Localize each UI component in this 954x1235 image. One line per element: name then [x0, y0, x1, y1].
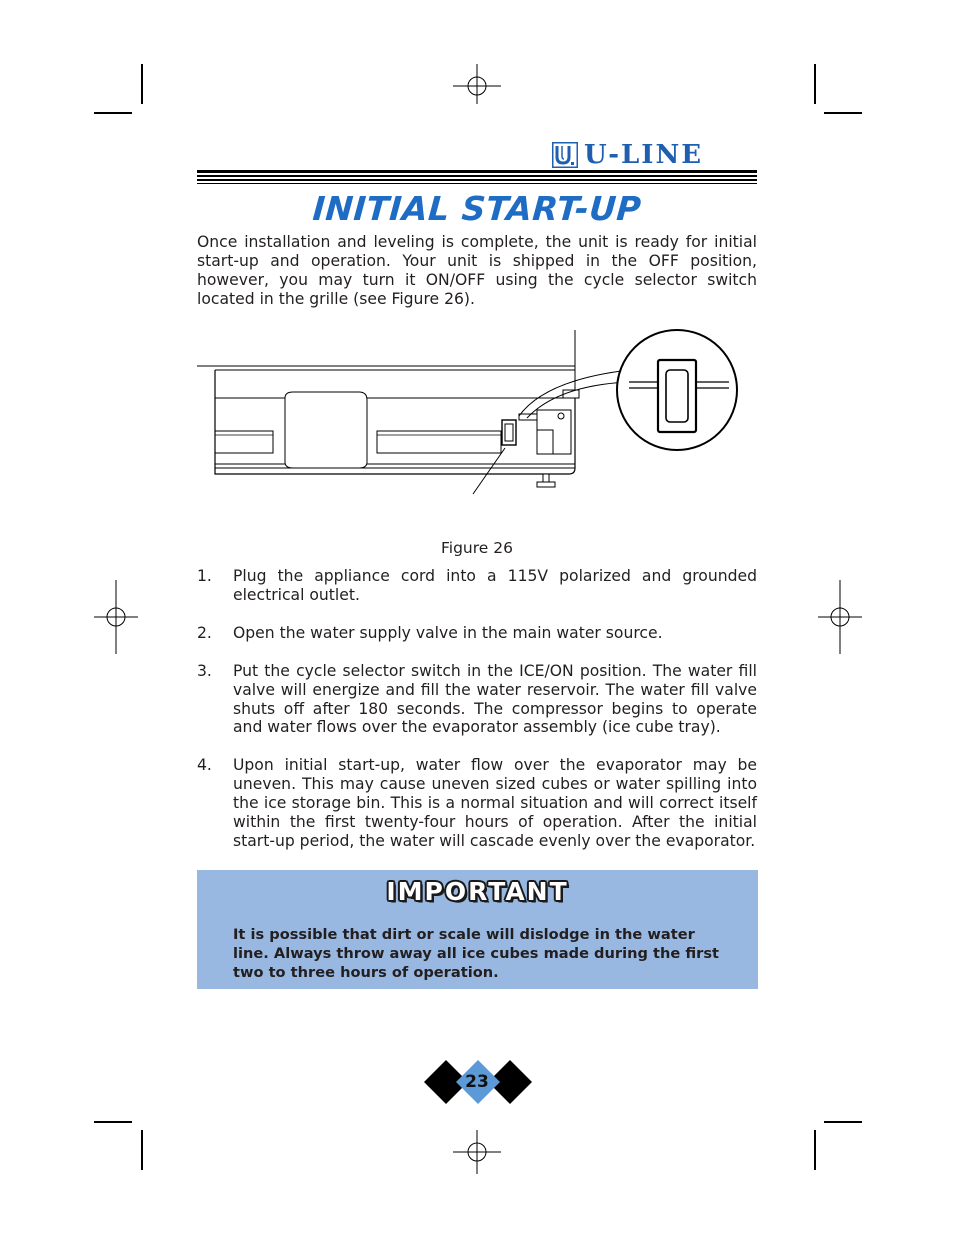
step-text: Plug the appliance cord into a 115V polarized and grounded electrical outlet.: [233, 567, 757, 604]
step-text: Upon initial start-up, water flow over the evaporator may be uneven. This may cause uneven sized cubes or water spilling into the ice storage bin. This is a normal situation and will correct itself within the first twenty-four hours of operation. After the initial start-up period, the water will cascade evenly over the evaporator.: [233, 756, 757, 850]
intro-paragraph: Once installation and leveling is complete, the unit is ready for initial start-up and operation. Your unit is shipped in the OFF position, however, you may turn it ON/OFF using the cycle selector switch located in the grille (see Figure 26).: [197, 233, 757, 308]
crop-mark: [814, 64, 816, 104]
step-text: Open the water supply valve in the main water source.: [233, 623, 663, 642]
crop-mark: [141, 1130, 143, 1170]
crop-mark: [94, 112, 132, 114]
registration-mark-icon: [453, 1126, 501, 1174]
crop-mark: [814, 1130, 816, 1170]
step-text: Put the cycle selector switch in the ICE/ON position. The water fill valve will energize and fill the water reservoir. The water fill valve shuts off after 180 seconds. The compressor begins to operate and water flows over the evaporator assembly (ice cube tray).: [233, 661, 757, 737]
step-number: 3.: [197, 661, 212, 680]
page-number: 23: [465, 1072, 489, 1092]
step-number: 2.: [197, 623, 212, 642]
brand-logo: [552, 142, 703, 168]
crop-mark: [141, 64, 143, 104]
page-title: INITIAL START-UP: [311, 189, 643, 228]
crop-mark: [824, 1121, 862, 1123]
registration-mark-icon: [94, 580, 138, 654]
brand-name: U-LINE: [584, 140, 704, 170]
important-notice: [197, 870, 758, 989]
registration-mark-icon: [453, 64, 501, 112]
crop-mark: [94, 1121, 132, 1123]
figure-caption: Figure 26: [441, 539, 513, 557]
step-number: 4.: [197, 756, 212, 775]
list-item: [197, 567, 757, 605]
important-text: It is possible that dirt or scale will dislodge in the water line. Always throw away all ice cubes made during the first two to three hours of operation.: [233, 926, 720, 981]
registration-mark-icon: [818, 580, 862, 654]
list-item: [197, 662, 757, 738]
u-line-logo-icon: [552, 142, 578, 168]
grille-switch-illustration: [197, 326, 757, 496]
steps-list: [197, 567, 757, 851]
header-rule: [197, 170, 757, 184]
step-number: 1.: [197, 567, 212, 585]
important-heading: IMPORTANT: [386, 877, 569, 906]
list-item: [197, 624, 757, 643]
list-item: [197, 756, 757, 851]
crop-mark: [824, 112, 862, 114]
